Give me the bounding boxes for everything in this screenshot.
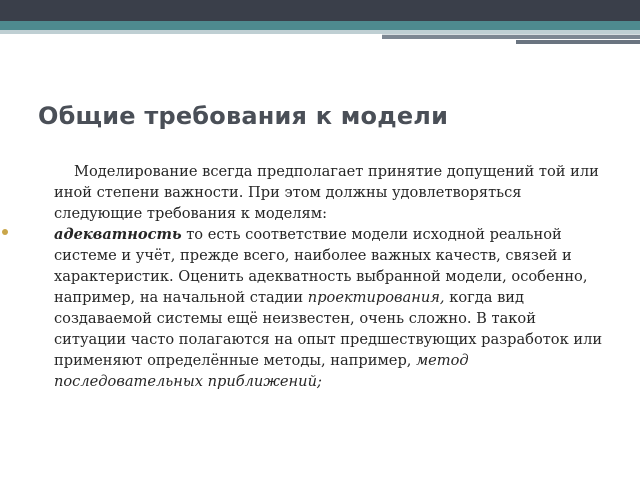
- header-accent-bar-2: [516, 40, 640, 44]
- bullet-text-2: когда вид создаваемой системы ещё неизвестен, очень сложно. В такой ситуации часто полагаются на опыт предшествующих разработок или применяют определённые методы, например,: [54, 289, 603, 369]
- bullet-term: адекватность: [54, 226, 182, 243]
- header-bar-teal: [0, 21, 640, 30]
- bullet-text-1: то есть соответствие модели исходной реальной системе и учёт, прежде всего, наиболее важных качеств, связей и характеристик. Оценить адекватность выбранной модели, особенно, например, на начальной стадии: [54, 226, 588, 306]
- bullet-italic-2: метод последовательных приближений;: [54, 352, 469, 390]
- header-bar-dark: [0, 0, 640, 21]
- slide-title: Общие требования к модели: [38, 102, 449, 130]
- bullet-dot-icon: [2, 229, 8, 235]
- header-accent-bar-1: [382, 35, 640, 39]
- bullet-item-adequacy: [54, 224, 610, 392]
- bullet-italic-1: проектирования,: [307, 289, 445, 306]
- slide-body: [54, 161, 610, 392]
- intro-paragraph: Моделирование всегда предполагает принятие допущений той или иной степени важности. При этом должны удовлетворяться следующие требования к моделям:: [54, 163, 599, 222]
